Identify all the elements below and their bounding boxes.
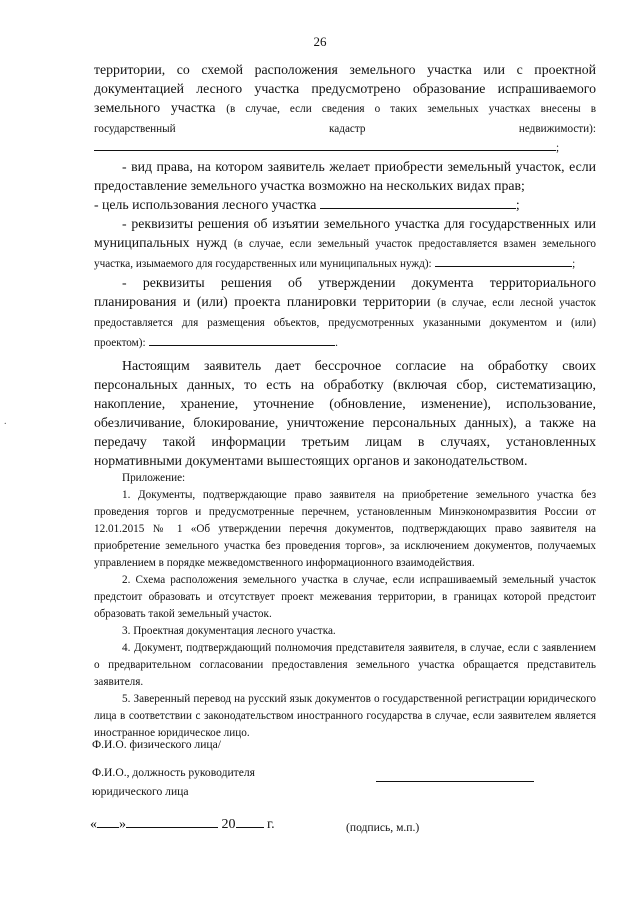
paragraph-text: - реквизиты решения об изъятии земельного участка для государственных или муниципальных нужд — [94, 216, 596, 250]
paragraph-forest-purpose — [94, 195, 596, 214]
cadastre-blank-line — [94, 138, 556, 151]
paragraph-text: - реквизиты решения об утверждении документа территориального планирования и (или) проекта планировки территории — [94, 275, 596, 309]
fio-individual-label: Ф.И.О. физического лица/ — [92, 738, 221, 751]
appendix-item: 1. Документы, подтверждающие право заявителя на приобретение земельного участка без проведения торгов и предусмотренные перечнем, установленным Минэкономразвития России от 12.01.2015 № 1 «Об утверждении перечня документов, подтверждающих право заявителя на приобретение земельного участка без проведения торгов», за исключением документов, получаемых управлением в порядке межведомственного информационного взаимодействия. — [94, 489, 596, 569]
page-number: 26 — [313, 34, 327, 49]
margin-mark: . — [4, 416, 7, 427]
fio-head-label: Ф.И.О., должность руководителя — [92, 766, 255, 779]
quote-close: » — [119, 817, 126, 832]
year-suffix: г. — [267, 817, 275, 832]
planning-decision-blank — [149, 333, 335, 346]
signature-line — [376, 781, 534, 782]
appendix-item: 5. Заверенный перевод на русский язык документов о государственной регистрации юридического лица в соответствии с законодательством иностранного государства в случае, если заявителем является иностранное юридическое лицо. — [94, 693, 596, 739]
paragraph-text: - цель использования лесного участка — [94, 197, 317, 212]
paragraph-right-type: - вид права, на котором заявитель желает приобрести земельный участок, если предоставление земельного участка возможно на нескольких видах прав; — [94, 159, 596, 193]
legal-entity-label: юридического лица — [92, 785, 189, 798]
appendix-item: 2. Схема расположения земельного участка в случае, если испрашиваемый земельный участок предстоит образовать и отсутствует проект межевания территории, в границах которой предстоит образовать такой земельный участок. — [94, 574, 596, 620]
month-blank — [126, 815, 218, 828]
semicolon: ; — [556, 142, 560, 154]
date-line — [90, 815, 275, 833]
year-prefix: 20 — [221, 817, 236, 832]
paragraph-land-scheme — [94, 60, 596, 138]
paragraph-seizure-decision — [94, 214, 596, 273]
appendix-item: 3. Проектная документация лесного участка. — [122, 625, 336, 637]
paragraph-text: территории, со схемой расположения земельного участка или с проектной документацией лесного участка предусмотрено образование испрашиваемого земельного участка — [94, 62, 596, 115]
semicolon: ; — [572, 258, 576, 270]
quote-open: « — [90, 817, 97, 832]
cadastre-blank-row — [94, 138, 596, 157]
paragraph-note: (в случае, если сведения о таких земельных участках внесены в государственный кадастр недвижимости): — [94, 103, 597, 135]
signature-caption: (подпись, м.п.) — [346, 821, 420, 834]
appendix-item: 4. Документ, подтверждающий полномочия представителя заявителя, в случае, если с заявлением о предварительном согласовании предоставления земельного участка обращается представитель заявителя. — [94, 642, 596, 688]
semicolon: ; — [515, 197, 520, 212]
paragraph-note: (в случае, если земельный участок предоставляется взамен земельного участка, изымаемого для государственных или муниципальных нужд): — [94, 238, 597, 270]
appendix-title: Приложение: — [122, 472, 186, 484]
paragraph-note: (в случае, если лесной участок предоставляется для размещения объектов, предусмотренных указанными документом и (или) проектом): — [94, 297, 596, 349]
seizure-decision-blank — [435, 254, 572, 267]
document-body — [94, 60, 596, 742]
paragraph-consent: Настоящим заявитель дает бессрочное согласие на обработку своих персональных данных, то есть на обработку (включая сбор, систематизацию, накопление, хранение, уточнение (обновление, изменение), использование, обезличивание, блокирование, уничтожение персональных данных), а также на передачу такой информации третьим лицам в случаях, установленных нормативными документами вышестоящих органов и законодательством. — [94, 358, 596, 468]
period: . — [335, 337, 338, 349]
year-blank — [236, 815, 264, 828]
day-blank — [97, 815, 119, 828]
paragraph-planning-decision — [94, 273, 596, 352]
forest-purpose-blank — [320, 195, 516, 209]
